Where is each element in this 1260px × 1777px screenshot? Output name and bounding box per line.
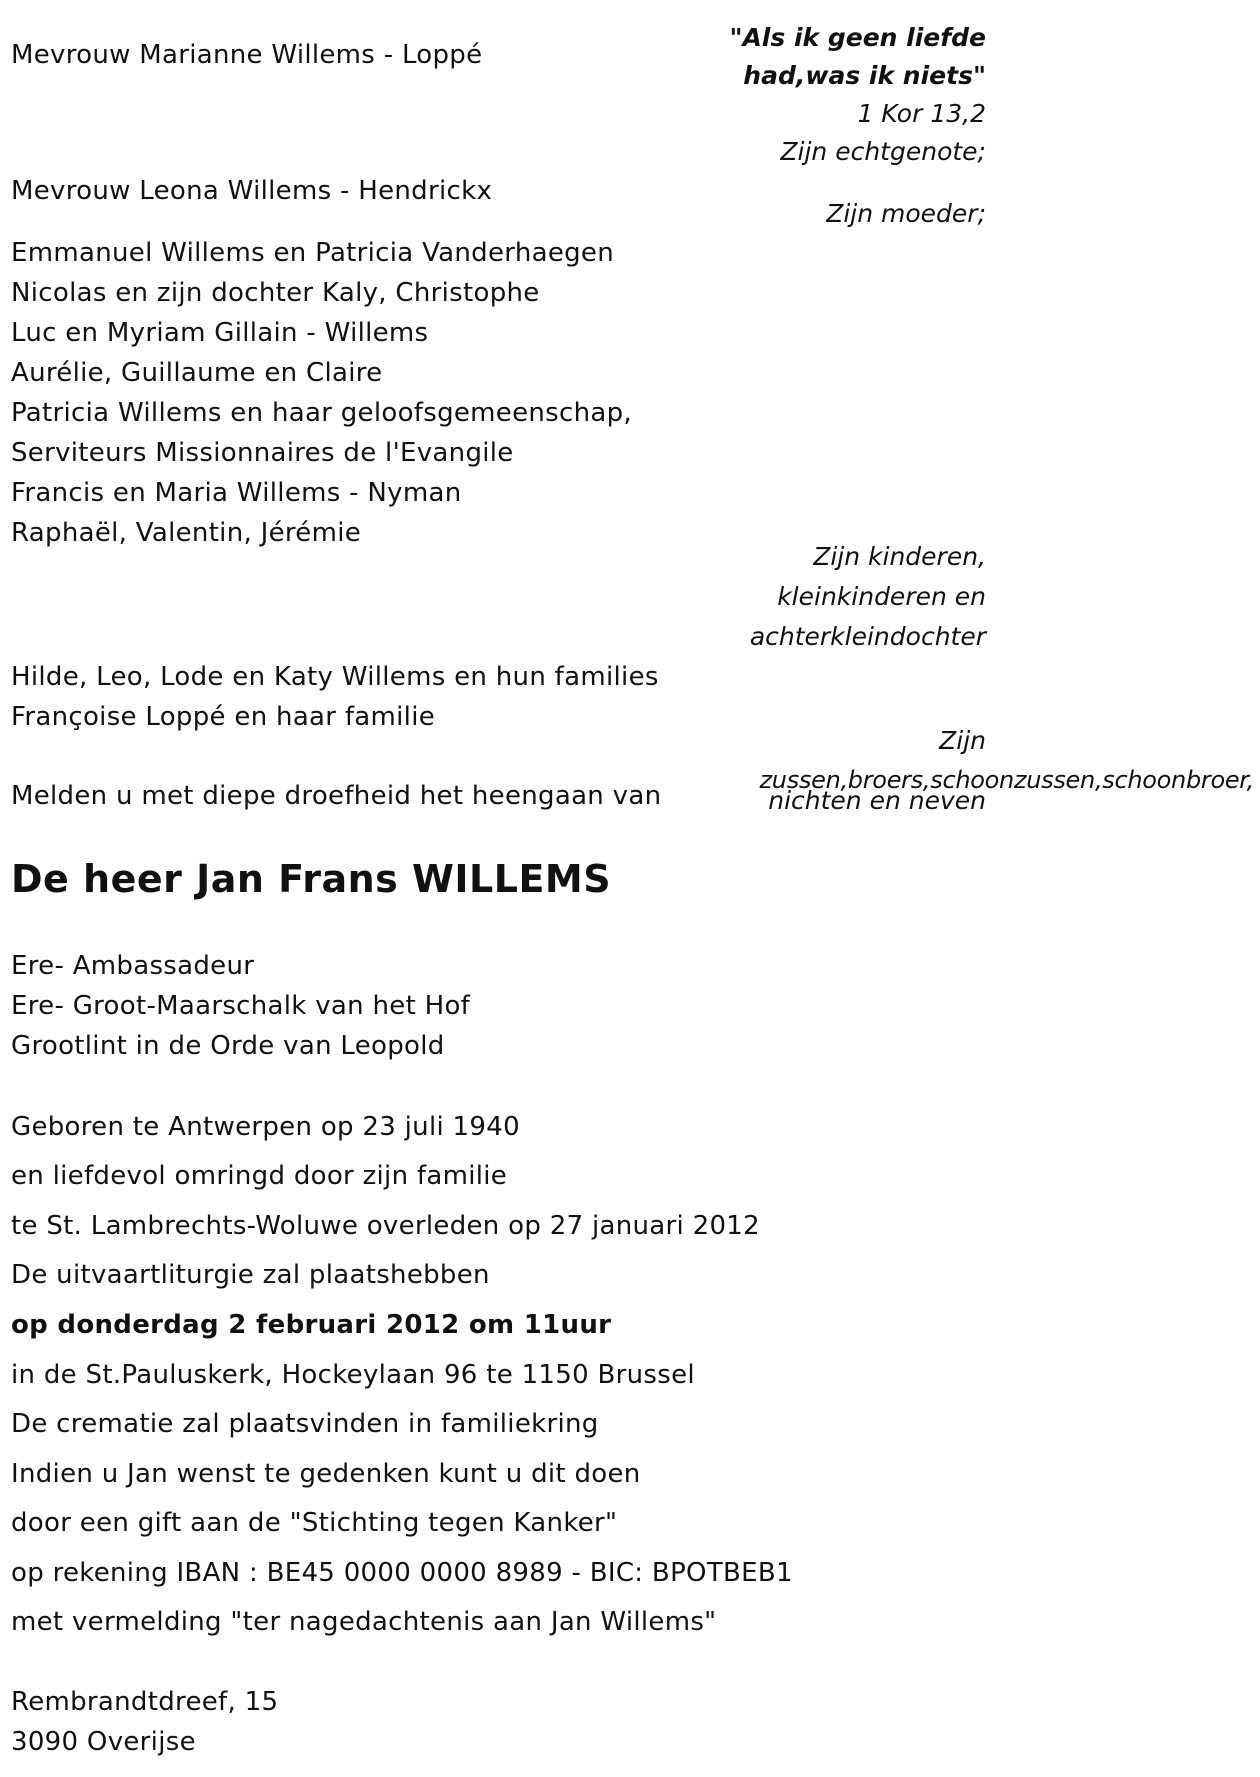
detail-line-4: De uitvaartliturgie zal plaatshebben [11, 1260, 490, 1290]
detail-line-6: in de St.Pauluskerk, Hockeylaan 96 te 1150 Brussel [11, 1360, 695, 1390]
detail-line-3: te St. Lambrechts-Woluwe overleden op 27 januari 2012 [11, 1211, 760, 1241]
detail-line-7: De crematie zal plaatsvinden in familiekring [11, 1409, 599, 1439]
mother-role: Zijn moeder; [826, 199, 986, 228]
siblings-role-3: nichten en neven [768, 786, 986, 815]
children-line-7: Francis en Maria Willems - Nyman [11, 478, 462, 508]
children-role-2: kleinkinderen en [777, 582, 986, 611]
detail-line-8: Indien u Jan wenst te gedenken kunt u dit doen [11, 1459, 641, 1489]
children-role-1: Zijn kinderen, [813, 542, 986, 571]
detail-line-1: Geboren te Antwerpen op 23 juli 1940 [11, 1112, 520, 1142]
children-line-2: Nicolas en zijn dochter Kaly, Christophe [11, 278, 540, 308]
quote-line-2: had,was ik niets" [743, 61, 986, 90]
siblings-role-2: zussen,broers,schoonzussen,schoonbroer, [759, 766, 1254, 794]
title-line-1: Ere- Ambassadeur [11, 951, 255, 981]
children-line-3: Luc en Myriam Gillain - Willems [11, 318, 429, 348]
children-line-6: Serviteurs Missionnaires de l'Evangile [11, 438, 514, 468]
children-line-8: Raphaël, Valentin, Jérémie [11, 518, 362, 548]
spouse-role: Zijn echtgenote; [780, 137, 986, 166]
quote-line-1: "Als ik geen liefde [729, 23, 986, 52]
siblings-line-1: Hilde, Leo, Lode en Katy Willems en hun families [11, 662, 659, 692]
address-line-1: Rembrandtdreef, 15 [11, 1687, 279, 1717]
children-line-1: Emmanuel Willems en Patricia Vanderhaegen [11, 238, 614, 268]
children-line-5: Patricia Willems en haar geloofsgemeenschap, [11, 398, 633, 428]
mother-name: Mevrouw Leona Willems - Hendrickx [11, 176, 493, 206]
children-role-3: achterkleindochter [749, 622, 986, 651]
quote-reference: 1 Kor 13,2 [857, 99, 986, 128]
children-line-4: Aurélie, Guillaume en Claire [11, 358, 383, 388]
detail-line-11: met vermelding "ter nagedachtenis aan Jan Willems" [11, 1607, 717, 1637]
address-line-2: 3090 Overijse [11, 1727, 196, 1757]
announcement: Melden u met diepe droefheid het heengaan van [11, 781, 662, 811]
siblings-line-2: Françoise Loppé en haar familie [11, 702, 436, 732]
detail-line-9: door een gift aan de "Stichting tegen Kanker" [11, 1508, 618, 1538]
spouse-name: Mevrouw Marianne Willems - Loppé [11, 40, 483, 70]
detail-line-2: en liefdevol omringd door zijn familie [11, 1161, 508, 1191]
title-line-2: Ere- Groot-Maarschalk van het Hof [11, 991, 471, 1021]
title-line-3: Grootlint in de Orde van Leopold [11, 1031, 445, 1061]
deceased-name: De heer Jan Frans WILLEMS [11, 857, 612, 901]
detail-line-10: op rekening IBAN : BE45 0000 0000 8989 - BIC: BPOTBEB1 [11, 1558, 793, 1588]
detail-line-5: op donderdag 2 februari 2012 om 11uur [11, 1310, 612, 1340]
siblings-role-1: Zijn [939, 726, 986, 755]
